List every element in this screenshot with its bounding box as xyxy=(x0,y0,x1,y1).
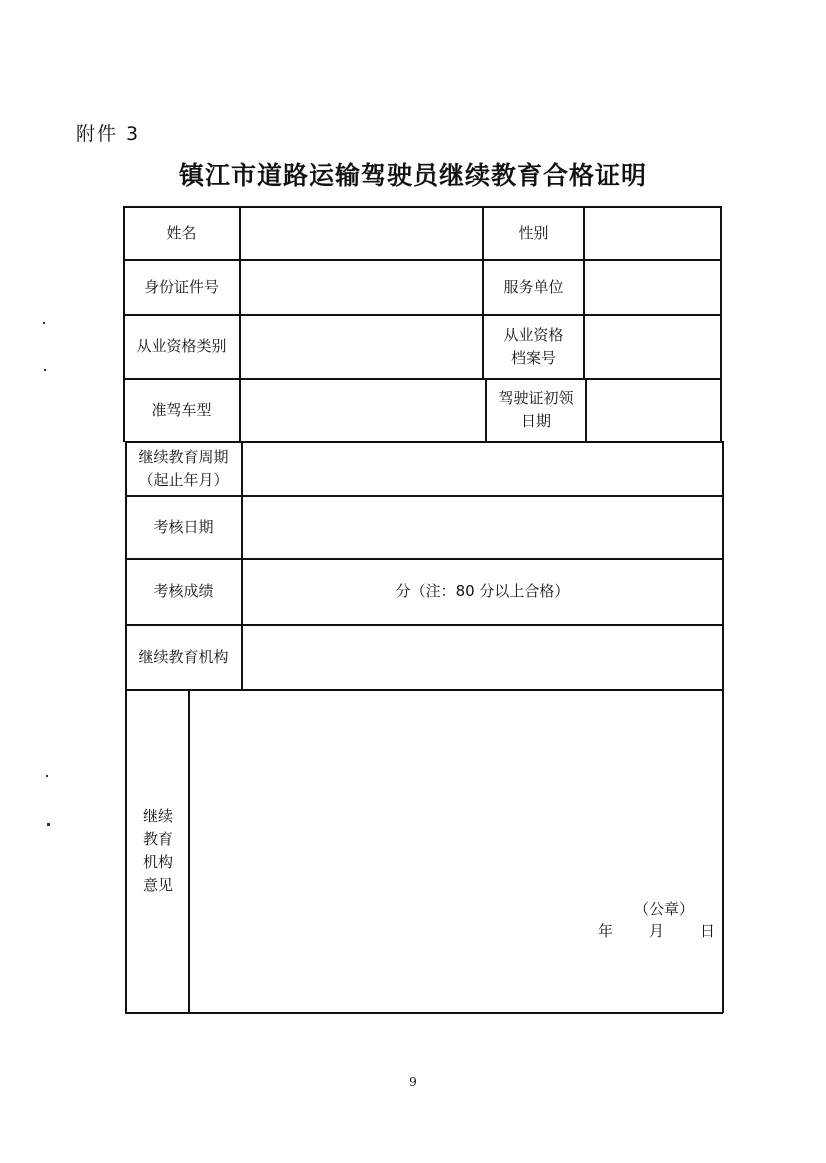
education-cycle-label xyxy=(126,442,241,495)
qualification-file-field[interactable] xyxy=(585,315,720,378)
license-date-label-line2: 日期 xyxy=(520,412,551,430)
table-rule xyxy=(125,1012,723,1014)
qualification-type-label: 从业资格类别 xyxy=(136,337,227,355)
scan-speck xyxy=(43,322,45,324)
table-rule xyxy=(720,206,722,442)
education-cycle-label-line2: （起止年月） xyxy=(138,470,229,489)
id-number-label: 身份证件号 xyxy=(143,277,219,296)
exam-score-note: 分（注：80 分以上合格） xyxy=(395,582,570,600)
institution-label: 继续教育机构 xyxy=(138,647,229,666)
document-title: 镇江市道路运输驾驶员继续教育合格证明 xyxy=(178,161,647,190)
page-number: 9 xyxy=(409,1075,417,1089)
opinion-field[interactable] xyxy=(190,690,722,1012)
opinion-label-line: 继续 xyxy=(142,807,173,825)
qualification-type-field[interactable] xyxy=(241,315,482,378)
institution-field[interactable] xyxy=(243,625,722,689)
exam-date-label: 考核日期 xyxy=(153,517,214,536)
name-label: 姓名 xyxy=(166,223,197,242)
id-number-field[interactable] xyxy=(241,260,482,314)
date-year-label: 年 xyxy=(598,922,614,940)
gender-field[interactable] xyxy=(585,207,720,259)
opinion-label-line: 教育 xyxy=(142,830,173,848)
name-field[interactable] xyxy=(241,207,482,259)
qualification-file-label-line1: 从业资格 xyxy=(503,325,564,344)
education-cycle-label-line1: 继续教育周期 xyxy=(138,447,229,466)
gender-label: 性别 xyxy=(518,223,549,242)
date-day-label: 日 xyxy=(700,922,716,940)
attachment-label: 附件 3 xyxy=(76,123,141,145)
employer-field[interactable] xyxy=(585,260,720,314)
license-date-field[interactable] xyxy=(587,379,720,441)
scan-speck xyxy=(47,823,50,826)
vehicle-type-field[interactable] xyxy=(241,379,485,441)
exam-score-label: 考核成绩 xyxy=(153,582,214,600)
scan-speck xyxy=(44,369,46,371)
exam-date-field[interactable] xyxy=(243,496,722,558)
qualification-file-label xyxy=(484,315,583,378)
opinion-label xyxy=(128,805,188,897)
license-date-label-line1: 驾驶证初领 xyxy=(498,389,574,407)
opinion-label-line: 意见 xyxy=(142,876,173,894)
employer-label: 服务单位 xyxy=(503,277,564,296)
license-date-label xyxy=(487,379,585,441)
date-month-label: 月 xyxy=(649,922,665,940)
education-cycle-field[interactable] xyxy=(243,442,722,495)
opinion-label-line: 机构 xyxy=(142,853,173,871)
official-seal-label: （公章） xyxy=(634,900,695,918)
qualification-file-label-line2: 档案号 xyxy=(510,348,556,367)
scan-speck xyxy=(46,775,48,777)
table-rule xyxy=(722,441,724,1013)
vehicle-type-label: 准驾车型 xyxy=(151,400,212,419)
